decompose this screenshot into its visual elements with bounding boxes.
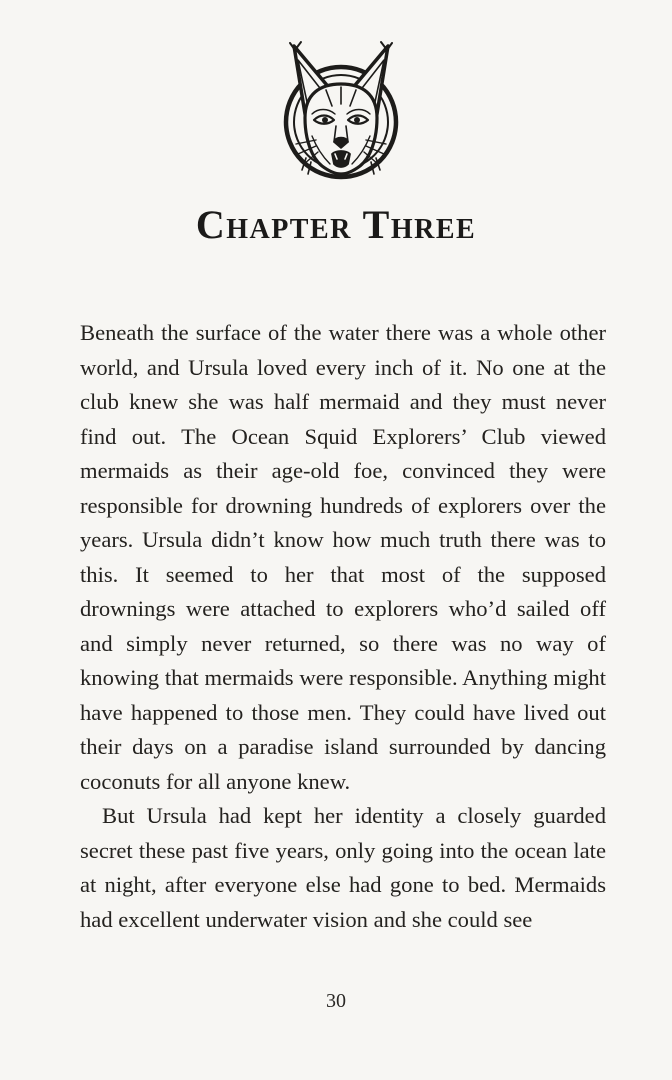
page-number: 30: [326, 990, 346, 1012]
paragraph: Beneath the surface of the water there was a whole other world, and Ursula loved every inch of it. No one at the club knew she was half mermaid and they must never find out. The Ocean Squid Explorers’ Club viewed mermaids as their age-old foe, convinced they were responsible for drowning hundreds of explorers over the years. Ursula didn’t know how much truth there was to this. It seemed to her that most of the supposed drownings were attached to explorers who’d sailed off and simply never returned, so there was no way of knowing that mermaids were responsible. Anything might have happened to those men. They could have lived out their days on a paradise island surrounded by dancing coconuts for all anyone knew.: [80, 320, 606, 794]
paragraph: But Ursula had kept her identity a closely guarded secret these past five years, only going into the ocean late at night, after everyone else had gone to bed. Mermaids had excellent underwater vision and she could see: [80, 803, 606, 932]
lynx-head-in-circle-icon: [276, 40, 406, 185]
body-text: [80, 316, 606, 937]
chapter-title: Chapter Three: [195, 202, 477, 247]
